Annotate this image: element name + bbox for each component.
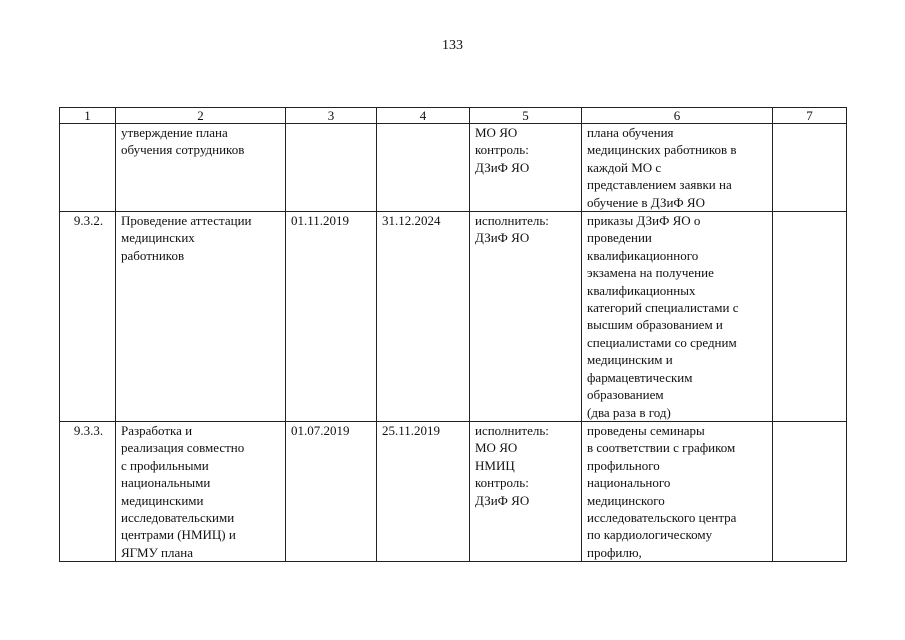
page-number: 133 xyxy=(442,38,463,53)
action-cell: Проведение аттестации медицинских работников xyxy=(116,212,286,422)
header-cell-2: 2 xyxy=(116,108,286,124)
row-number-cell xyxy=(60,124,116,212)
header-row xyxy=(60,108,847,124)
plan-table xyxy=(59,107,847,562)
start-date-cell: 01.11.2019 xyxy=(286,212,377,422)
result-cell: приказы ДЗиФ ЯО о проведении квалификационного экзамена на получение квалификационных категорий специалистами с высшим образованием и специалистами со средним медицинским и фармацевтическим образованием (два раза в год) xyxy=(582,212,773,422)
header-cell-6: 6 xyxy=(582,108,773,124)
start-date-cell: 01.07.2019 xyxy=(286,421,377,561)
note-cell xyxy=(773,124,847,212)
end-date-cell xyxy=(377,124,470,212)
responsible-cell: исполнитель: МО ЯО НМИЦ контроль: ДЗиФ ЯО xyxy=(470,421,582,561)
header-cell-5: 5 xyxy=(470,108,582,124)
start-date-cell xyxy=(286,124,377,212)
responsible-cell: МО ЯО контроль: ДЗиФ ЯО xyxy=(470,124,582,212)
responsible-cell: исполнитель: ДЗиФ ЯО xyxy=(470,212,582,422)
table-row xyxy=(60,212,847,422)
action-cell: утверждение плана обучения сотрудников xyxy=(116,124,286,212)
table-row xyxy=(60,421,847,561)
header-cell-4: 4 xyxy=(377,108,470,124)
action-cell: Разработка и реализация совместно с профильными национальными медицинскими исследовательскими центрами (НМИЦ) и ЯГМУ плана xyxy=(116,421,286,561)
header-cell-1: 1 xyxy=(60,108,116,124)
row-number-cell: 9.3.3. xyxy=(60,421,116,561)
note-cell xyxy=(773,421,847,561)
header-cell-3: 3 xyxy=(286,108,377,124)
end-date-cell: 31.12.2024 xyxy=(377,212,470,422)
note-cell xyxy=(773,212,847,422)
result-cell: плана обучения медицинских работников в каждой МО с представлением заявки на обучение в ДЗиФ ЯО xyxy=(582,124,773,212)
row-number-cell: 9.3.2. xyxy=(60,212,116,422)
table-row xyxy=(60,124,847,212)
header-cell-7: 7 xyxy=(773,108,847,124)
end-date-cell: 25.11.2019 xyxy=(377,421,470,561)
result-cell: проведены семинары в соответствии с графиком профильного национального медицинского исследовательского центра по кардиологическому профилю, xyxy=(582,421,773,561)
